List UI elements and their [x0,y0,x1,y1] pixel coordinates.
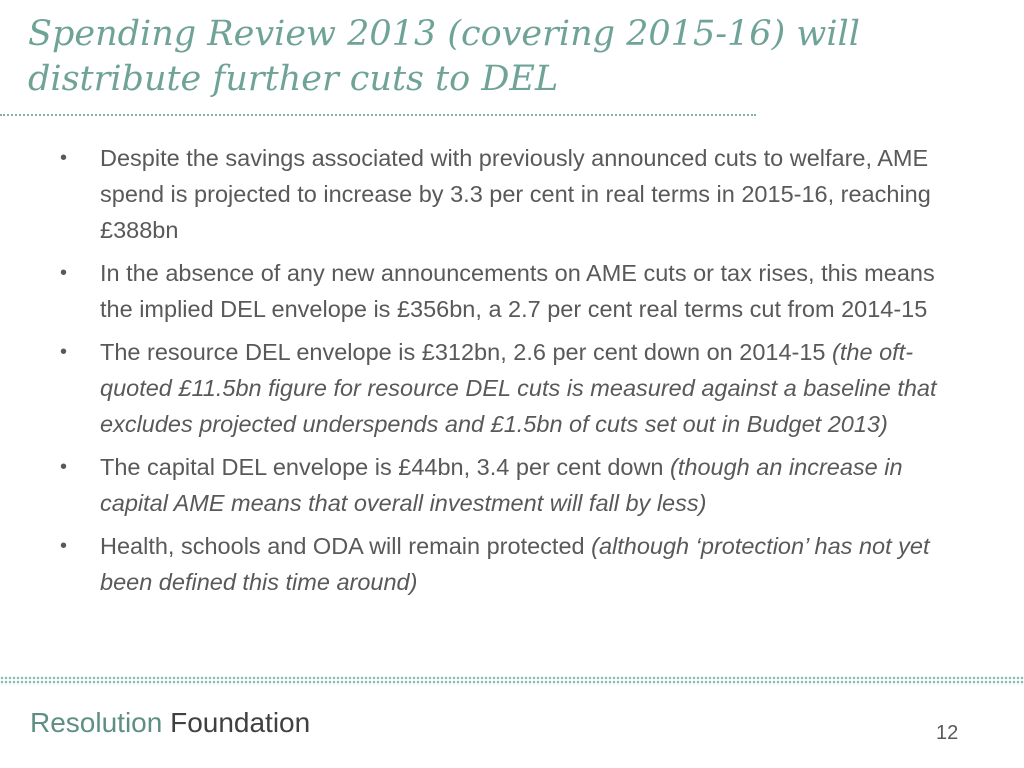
brand-name-part-2: Foundation [170,707,311,738]
bullet-marker: • [60,535,68,557]
bullet-italic-note: (though an increase in capital AME means that overall investment will fall by less) [100,454,903,516]
bullet-marker: • [60,341,68,363]
bullet-text: The resource DEL envelope is £312bn, 2.6 per cent down on 2014-15 [100,339,833,365]
bullet-marker: • [60,262,68,284]
bullet-item-3 [0,334,1024,442]
slide-title [28,12,968,102]
bullet-text: Health, schools and ODA will remain protected [100,533,592,559]
bullet-item-5 [0,528,1024,600]
slide-title-line-1: Spending Review 2013 (covering 2015-16) will [28,14,860,54]
bullet-italic-note: (although ‘protection’ has not yet been defined this time around) [100,533,930,595]
bullet-item-4 [0,449,1024,521]
bullet-text: In the absence of any new announcements on AME cuts or tax rises, this means the implied DEL envelope is £356bn, a 2.7 per cent real terms cut from 2014-15 [100,260,935,322]
title-divider [0,114,756,116]
bullet-italic-note: (the oft-quoted £11.5bn figure for resource DEL cuts is measured against a baseline that excludes projected underspends and £1.5bn of cuts set out in Budget 2013) [100,339,937,437]
bullet-text: Despite the savings associated with previously announced cuts to welfare, AME spend is projected to increase by 3.3 per cent in real terms in 2015-16, reaching £388bn [100,145,931,243]
brand-name-part-1: Resolution [30,707,163,738]
bullet-marker: • [60,456,68,478]
bullet-text: The capital DEL envelope is £44bn, 3.4 per cent down [100,454,671,480]
slide-title-line-2: distribute further cuts to DEL [28,59,559,99]
bullet-list [0,140,1024,607]
bullet-item-2 [0,255,1024,327]
bullet-item-1 [0,140,1024,248]
page-number: 12 [936,722,959,744]
brand-logo [30,706,310,740]
footer-divider [0,676,1024,685]
bullet-marker: • [60,147,68,169]
